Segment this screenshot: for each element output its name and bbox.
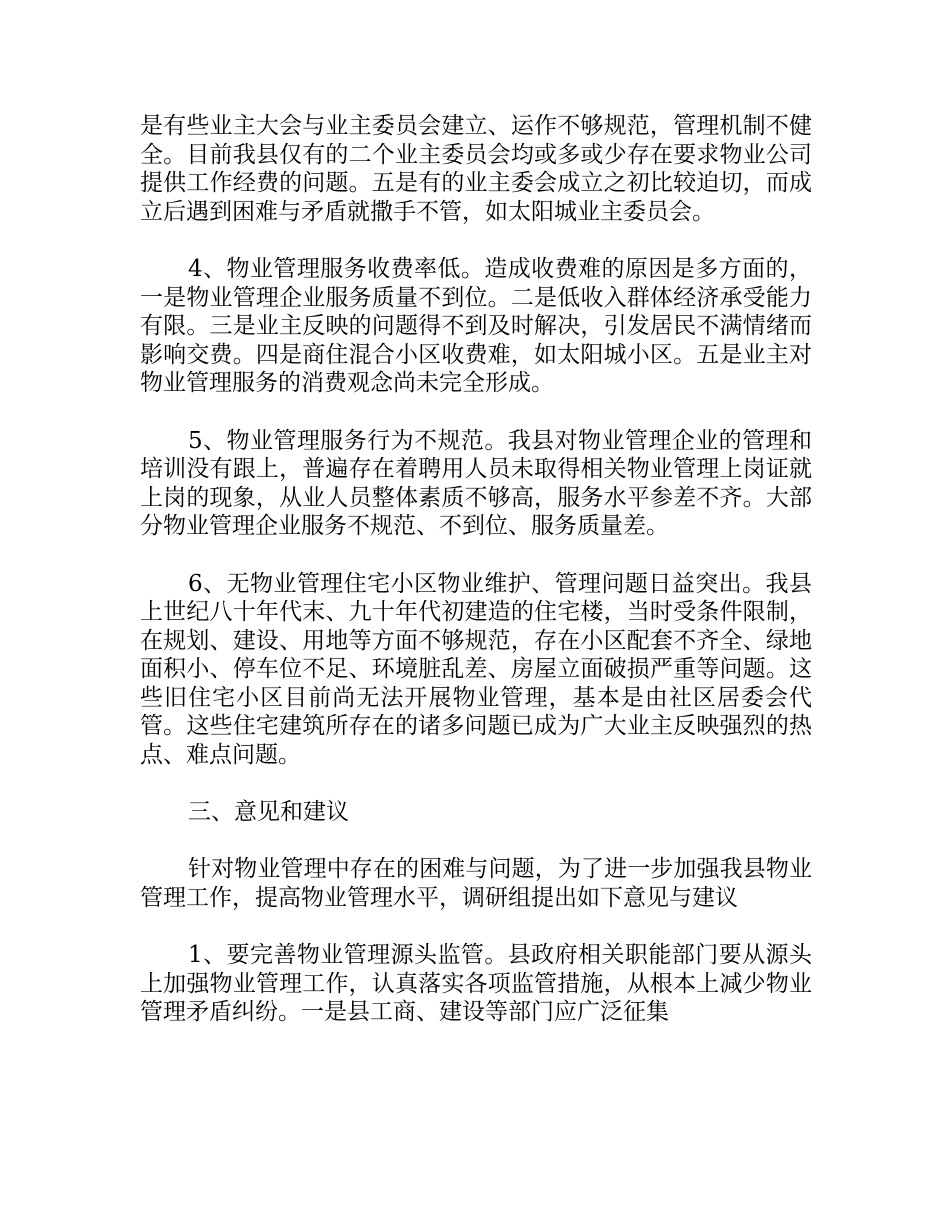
paragraph-service-behavior: 5、物业管理服务行为不规范。我县对物业管理企业的管理和培训没有跟上，普遍存在着聘用人员未取得相关物业管理上岗证就上岗的现象，从业人员整体素质不够高，服务水平参差不齐。大部分物业管理企业服务不规范、不到位、服务质量差。 bbox=[140, 427, 812, 540]
paragraph-unmanaged-communities: 6、无物业管理住宅小区物业维护、管理问题日益突出。我县上世纪八十年代末、九十年代初建造的住宅楼，当时受条件限制，在规划、建设、用地等方面不够规范，存在小区配套不齐全、绿地面积小、停车位不足、环境脏乱差、房屋立面破损严重等问题。这些旧住宅小区目前尚无法开展物业管理，基本是由社区居委会代管。这些住宅建筑所存在的诸多问题已成为广大业主反映强烈的热点、难点问题。 bbox=[140, 570, 812, 769]
paragraph-fee-collection: 4、物业管理服务收费率低。造成收费难的原因是多方面的，一是物业管理企业服务质量不到位。二是低收入群体经济承受能力有限。三是业主反映的问题得不到及时解决，引发居民不满情绪而影响交费。四是商住混合小区收费难，如太阳城小区。五是业主对物业管理服务的消费观念尚未完全形成。 bbox=[140, 255, 812, 397]
paragraph-suggestions-intro: 针对物业管理中存在的困难与问题，为了进一步加强我县物业管理工作，提高物业管理水平，调研组提出如下意见与建议 bbox=[140, 856, 812, 912]
section-heading-suggestions: 三、意见和建议 bbox=[188, 799, 349, 826]
paragraph-owners-committee: 是有些业主大会与业主委员会建立、运作不够规范，管理机制不健全。目前我县仅有的二个业主委员会均或多或少存在要求物业公司提供工作经费的问题。五是有的业主委会成立之初比较迫切，而成立后遇到困难与矛盾就撒手不管，如太阳城业主委员会。 bbox=[140, 113, 812, 225]
paragraph-source-supervision: 1、要完善物业管理源头监管。县政府相关职能部门要从源头上加强物业管理工作，认真落实各项监管措施，从根本上减少物业管理矛盾纠纷。一是县工商、建设等部门应广泛征集 bbox=[140, 942, 812, 1026]
document-page bbox=[140, 112, 812, 1056]
